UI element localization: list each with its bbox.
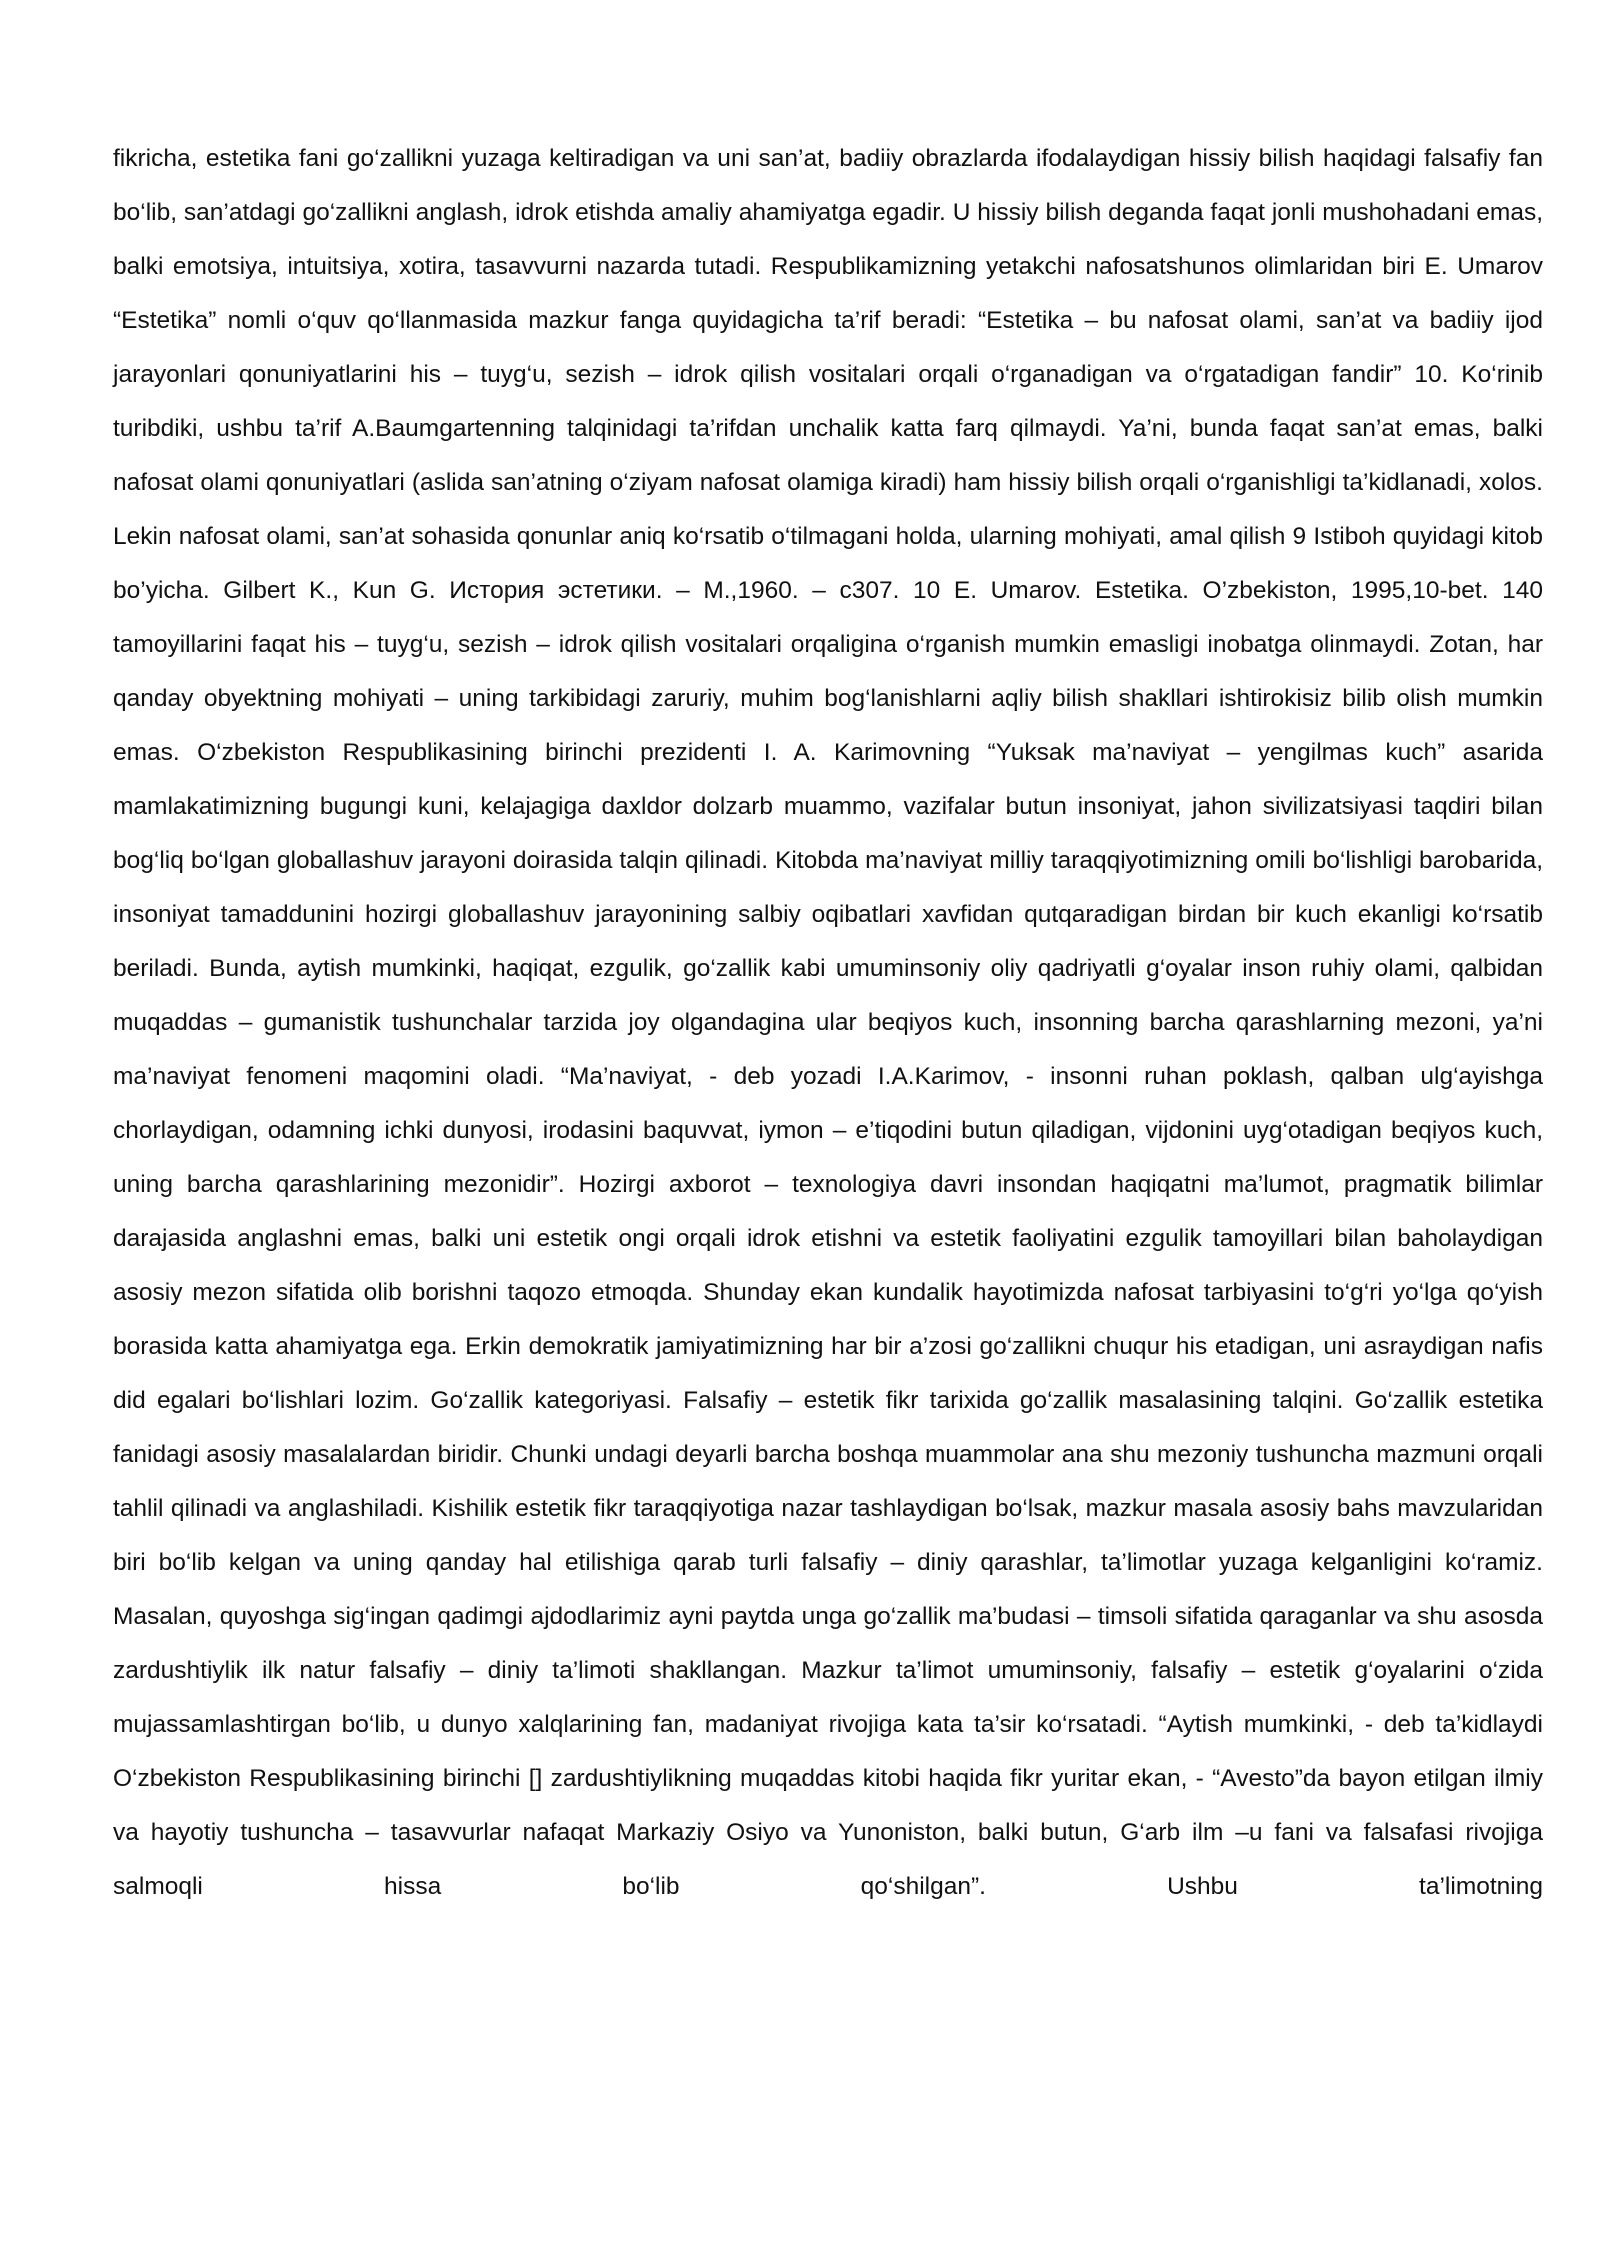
body-paragraph: fikricha, estetika fani go‘zallikni yuzaga keltiradigan va uni san’at, badiiy obrazlarda ifodalaydigan hissiy bilish haqidagi falsafiy fan bo‘lib, san’atdagi go‘zallikni anglash, idrok etishda amaliy ahamiyatga egadir. U hissiy bilish deganda faqat jonli mushohadani emas, balki emotsiya, intuitsiya, xotira, tasavvurni nazarda tutadi. Respublikamizning yetakchi nafosatshunos olimlaridan biri E. Umarov “Estetika” nomli o‘quv qo‘llanmasida mazkur fanga quyidagicha ta’rif beradi: “Estetika – bu nafosat olami, san’at va badiiy ijod jarayonlari qonuniyatlarini his – tuyg‘u, sezish – idrok qilish vositalari orqali o‘rganadigan va o‘rgatadigan fandir” 10. Ko‘rinib turibdiki, ushbu ta’rif A.Baumgartenning talqinidagi ta’rifdan unchalik katta farq qilmaydi. Ya’ni, bunda faqat san’at emas, balki nafosat olami qonuniyatlari (aslida san’atning o‘ziyam nafosat olamiga kiradi) ham hissiy bilish orqali o‘rganishligi ta’kidlanadi, xolos. Lekin nafosat olami, san’at sohasida qonunlar aniq ko‘rsatib o‘tilmagani holda, ularning mohiyati, amal qilish 9 Istiboh quyidagi kitob bo’yicha. Gilbert K., Kun G. История эстетики. – М.,1960. – с307. 10 E. Umarov. Estetika. O’zbekiston, 1995,10-bet. 140 tamoyillarini faqat his – tuyg‘u, sezish – idrok qilish vositalari orqaligina o‘rganish mumkin emasligi inobatga olinmaydi. Zotan, har qanday obyektning mohiyati – uning tarkibidagi zaruriy, muhim bog‘lanishlarni aqliy bilish shakllari ishtirokisiz bilib olish mumkin emas. O‘zbekiston Respublikasining birinchi prezidenti I. A. Karimovning “Yuksak ma’naviyat – yengilmas kuch” asarida mamlakatimizning bugungi kuni, kelajagiga daxldor dolzarb muammo, vazifalar butun insoniyat, jahon sivilizatsiyasi taqdiri bilan bog‘liq bo‘lgan globallashuv jarayoni doirasida talqin qilinadi. Kitobda ma’naviyat milliy taraqqiyotimizning omili bo‘lishligi barobarida, insoniyat tamaddunini hozirgi globallashuv jarayonining salbiy oqibatlari xavfidan qutqaradigan birdan bir kuch ekanligi ko‘rsatib beriladi. Bunda, aytish mumkinki, haqiqat, ezgulik, go‘zallik kabi umuminsoniy oliy qadriyatli g‘oyalar inson ruhiy olami, qalbidan muqaddas – gumanistik tushunchalar tarzida joy olgandagina ular beqiyos kuch, insonning barcha qarashlarning mezoni, ya’ni ma’naviyat fenomeni maqomini oladi. “Ma’naviyat, - deb yozadi I.A.Karimov, - insonni ruhan poklash, qalban ulg‘ayishga chorlaydigan, odamning ichki dunyosi, irodasini baquvvat, iymon – e’tiqodini butun qiladigan, vijdonini uyg‘otadigan beqiyos kuch, uning barcha qarashlarining mezonidir”. Hozirgi axborot – texnologiya davri insondan haqiqatni ma’lumot, pragmatik bilimlar darajasida anglashni emas, balki uni estetik ongi orqali idrok etishni va estetik faoliyatini ezgulik tamoyillari bilan baholaydigan asosiy mezon sifatida olib borishni taqozo etmoqda. Shunday ekan kundalik hayotimizda nafosat tarbiyasini to‘g‘ri yo‘lga qo‘yish borasida katta ahamiyatga ega. Erkin demokratik jamiyatimizning har bir a’zosi go‘zallikni chuqur his etadigan, uni asraydigan nafis did egalari bo‘lishlari lozim. Go‘zallik kategoriyasi. Falsafiy – estetik fikr tarixida go‘zallik masalasining talqini. Go‘zallik estetika fanidagi asosiy masalalardan biridir. Chunki undagi deyarli barcha boshqa muammolar ana shu mezoniy tushuncha mazmuni orqali tahlil qilinadi va anglashiladi. Kishilik estetik fikr taraqqiyotiga nazar tashlaydigan bo‘lsak, mazkur masala asosiy bahs mavzularidan biri bo‘lib kelgan va uning qanday hal etilishiga qarab turli falsafiy – diniy qarashlar, ta’limotlar yuzaga kelganligini ko‘ramiz. Masalan, quyoshga sig‘ingan qadimgi ajdodlarimiz ayni paytda unga go‘zallik ma’budasi – timsoli sifatida qaraganlar va shu asosda zardushtiylik ilk natur falsafiy – diniy ta’limoti shakllangan. Mazkur ta’limot umuminsoniy, falsafiy – estetik g‘oyalarini o‘zida mujassamlashtirgan bo‘lib, u dunyo xalqlarining fan, madaniyat rivojiga kata ta’sir ko‘rsatadi. “Aytish mumkinki, - deb ta’kidlaydi O‘zbekiston Respublikasining birinchi [] zardushtiylikning muqaddas kitobi haqida fikr yuritar ekan, - “Avesto”da bayon etilgan ilmiy va hayotiy tushuncha – tasavvurlar nafaqat Markaziy Osiyo va Yunoniston, balki butun, G‘arb ilm –u fani va falsafasi rivojiga salmoqli hissa bo‘lib qo‘shilgan”. Ushbu ta’limotning <box>113 145 1543 1900</box>
